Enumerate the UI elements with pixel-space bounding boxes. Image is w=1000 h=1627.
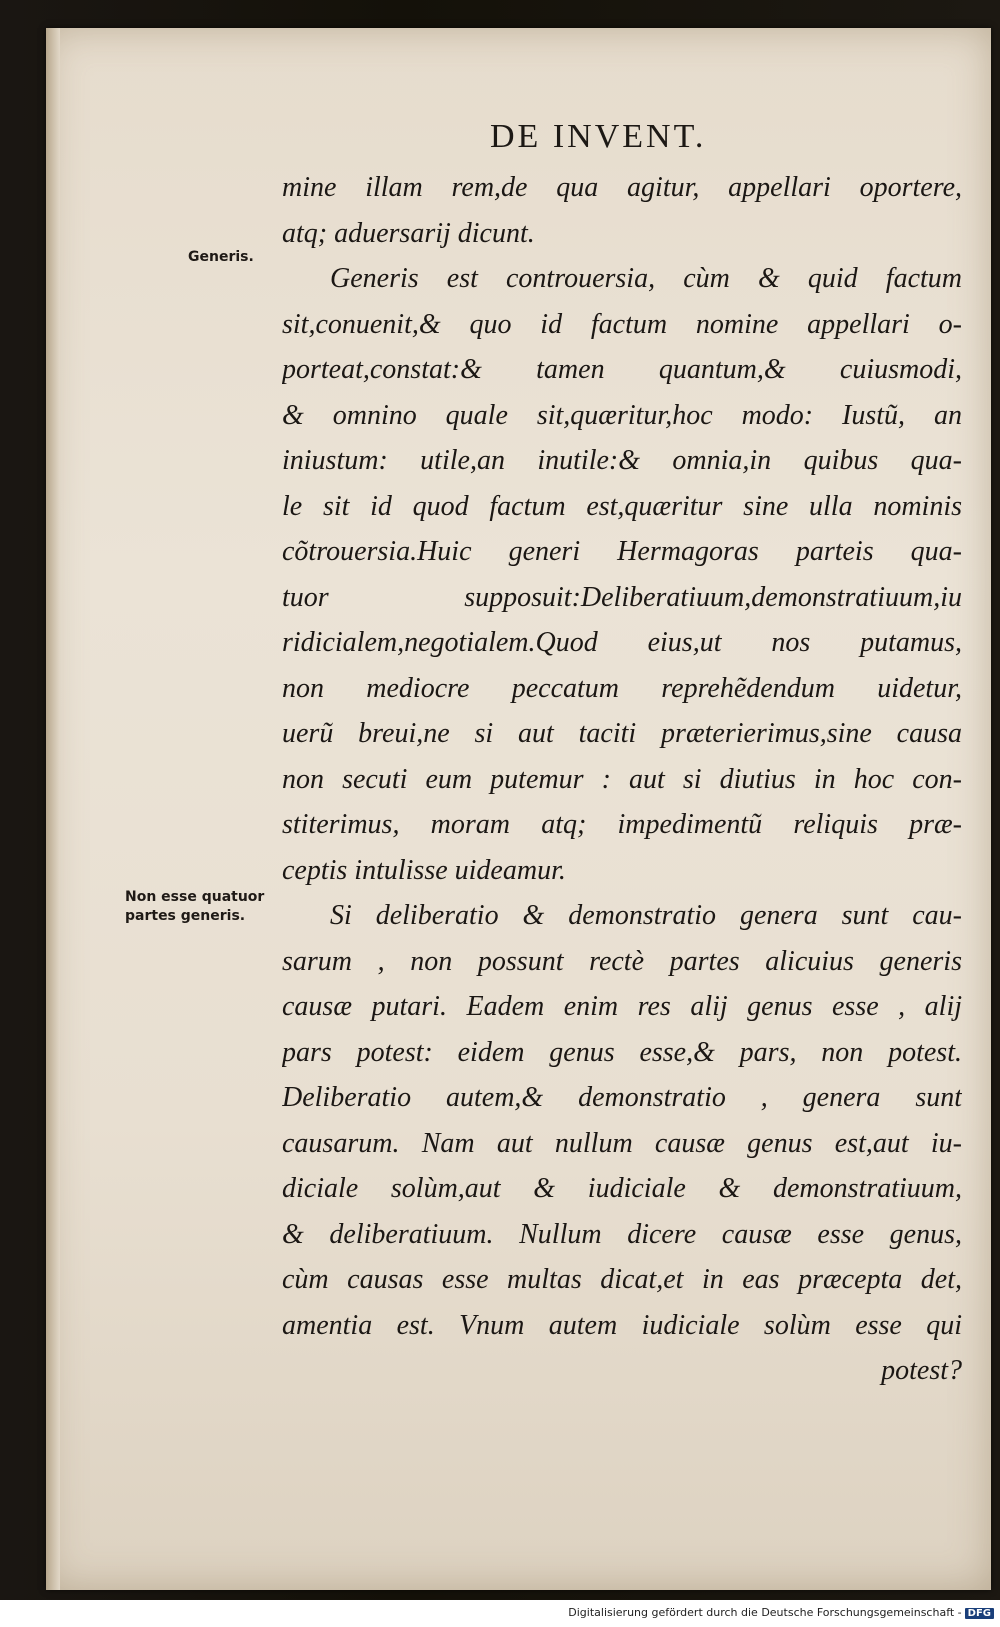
text-line: ceptis intulisse uideamur. [282,854,566,886]
text-line: non mediocre peccatum reprehẽdendum uidetur, [282,672,962,704]
margin-note-generis: Generis. [188,249,254,265]
footer-credit-text: Digitalisierung gefördert durch die Deutsche Forschungsgemeinschaft - [568,1606,962,1619]
dfg-logo: DFG [965,1608,994,1619]
text-line: porteat,constat:& tamen quantum,& cuiusmodi, [282,354,962,385]
text-line: ridicialem,negotialem.Quod eius,ut nos putamus, [282,627,962,658]
catchword: potest? [881,1355,962,1386]
text-line: amentia est. Vnum autem iudiciale solùm esse qui [282,1309,962,1341]
text-line: uerũ breui,ne si aut taciti præterierimus,sine causa [282,718,962,749]
text-line: cùm causas esse multas dicat,et in eas præcepta det, [282,1264,962,1295]
text-line: iniustum: utile,an inutile:& omnia,in quibus qua- [282,445,962,476]
text-line: le sit id quod factum est,quæritur sine ulla nominis [282,490,962,522]
text-line: atq; aduersarij dicunt. [282,217,535,249]
text-line: sarum , non possunt rectè partes alicuius generis [282,945,962,977]
text-line: sit,conuenit,& quo id factum nomine appellari o- [282,308,962,340]
text-line: Si deliberatio & demonstratio genera sunt cau- [330,900,962,931]
page-gutter-edge [46,28,60,1590]
text-line: Deliberatio autem,& demonstratio , genera sunt [282,1082,962,1113]
text-line: & omnino quale sit,quæritur,hoc modo: Iustũ, an [282,399,962,431]
margin-note-partes: Non esse quatuor partes generis. [125,889,265,924]
text-line: non secuti eum putemur : aut si diutius in hoc con- [282,763,962,795]
text-line: diciale solùm,aut & iudiciale & demonstratiuum, [282,1173,962,1204]
text-line: Generis est controuersia, cùm & quid factum [330,263,962,294]
body-text [282,165,962,1394]
text-line: & deliberatiuum. Nullum dicere causæ esse genus, [282,1218,962,1250]
text-line: stiterimus, moram atq; impedimentũ reliquis præ- [282,809,962,840]
text-line: mine illam rem,de qua agitur, appellari oportere, [282,172,962,203]
digitization-footer [0,1600,1000,1627]
footer-credit [568,1606,994,1619]
text-line: cõtrouersia.Huic generi Hermagoras parteis qua- [282,536,962,567]
running-head: DE INVENT. [490,118,707,155]
text-line: causarum. Nam aut nullum causæ genus est,aut iu- [282,1127,962,1159]
text-line: pars potest: eidem genus esse,& pars, non potest. [282,1036,962,1068]
text-line: tuor supposuit:Deliberatiuum,demonstratiuum,iu [282,581,962,613]
text-line: causæ putari. Eadem enim res alij genus esse , alij [282,991,962,1022]
